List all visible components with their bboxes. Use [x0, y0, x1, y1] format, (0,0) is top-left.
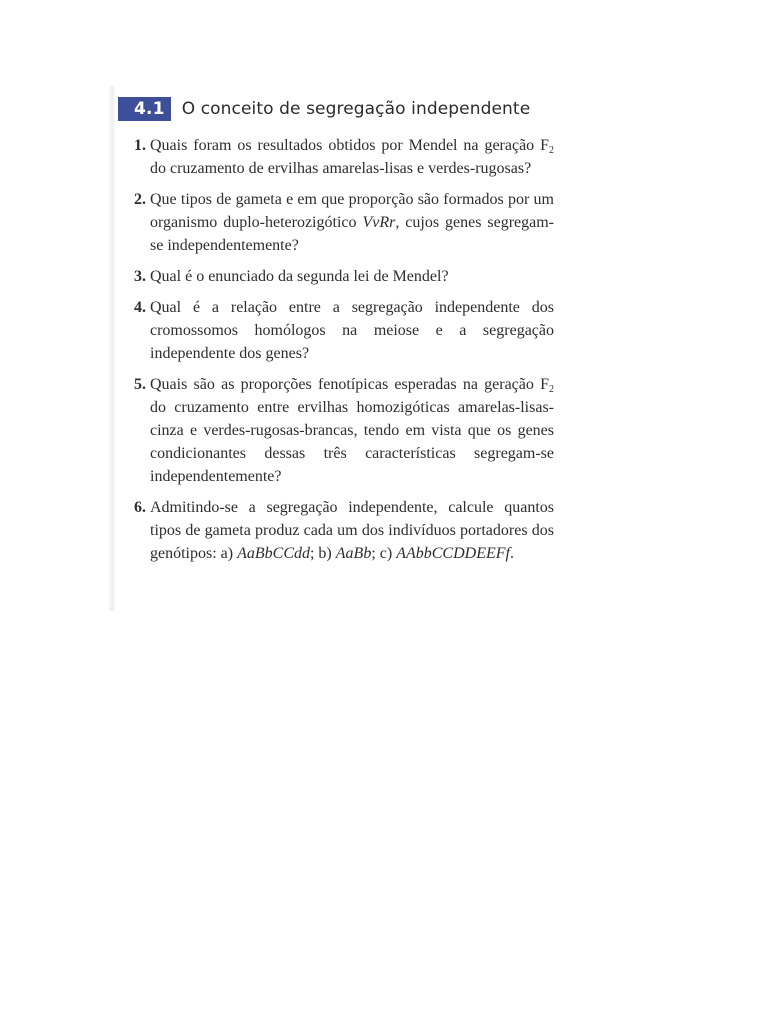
text-segment: do cruzamento de ervilhas amarelas-lisas e verdes-rugosas? [150, 160, 532, 177]
question-text [150, 134, 554, 180]
exercise-section [118, 92, 558, 565]
text-segment: . [509, 545, 514, 562]
question-text [150, 296, 554, 365]
genotype-term: AAbbCCDDEEFf [396, 545, 510, 562]
question-number: 3. [134, 268, 146, 285]
question-text [150, 496, 554, 565]
text-segment: Quais foram os resultados obtidos por Mendel na geração F [150, 137, 549, 154]
question-item [118, 188, 558, 257]
text-segment: Qual é o enunciado da segunda lei de Mendel? [150, 268, 449, 285]
question-number: 5. [134, 376, 146, 393]
subscript-text: 2 [549, 145, 554, 156]
question-item [118, 134, 558, 180]
genotype-term: AaBbCCdd [237, 545, 310, 562]
section-title: O conceito de segregação independente [181, 99, 531, 119]
text-segment: Qual é a relação entre a segregação independente dos cromossomos homólogos na meiose e a segregação independente dos genes? [150, 299, 554, 362]
question-number: 6. [134, 499, 146, 516]
subscript-text: 2 [549, 384, 554, 395]
question-item [118, 496, 558, 565]
text-segment: ; b) [309, 545, 336, 562]
question-number: 2. [134, 191, 146, 208]
question-number: 1. [134, 137, 146, 154]
question-text [150, 373, 554, 488]
question-text [150, 265, 554, 288]
text-segment: do cruzamento entre ervilhas homozigóticas amarelas-lisas-cinza e verdes-rugosas-brancas, tendo em vista que os genes condicionantes dessas três características segregam-se independentemente? [150, 399, 554, 485]
text-segment: Que tipos de gameta e em que proporção são formados por um organismo duplo-heterozigótico [150, 191, 554, 231]
text-segment: , cujos genes segregam-se independentemente? [150, 214, 555, 254]
question-list [118, 134, 558, 565]
question-item [118, 265, 558, 288]
genotype-term: AaBb [335, 545, 372, 562]
question-item [118, 373, 558, 488]
section-header [118, 92, 558, 126]
section-number-badge: 4.1 [118, 97, 171, 121]
text-segment: Quais são as proporções fenotípicas esperadas na geração F [150, 376, 549, 393]
question-text [150, 188, 554, 257]
question-item [118, 296, 558, 365]
text-segment: Admitindo-se a segregação independente, calcule quantos tipos de gameta produz cada um dos indivíduos portadores dos genótipos: a) [150, 499, 554, 562]
question-number: 4. [134, 299, 146, 316]
genotype-term: VvRr [362, 214, 396, 231]
scan-shadow-edge [108, 86, 116, 611]
text-segment: ; c) [371, 545, 397, 562]
